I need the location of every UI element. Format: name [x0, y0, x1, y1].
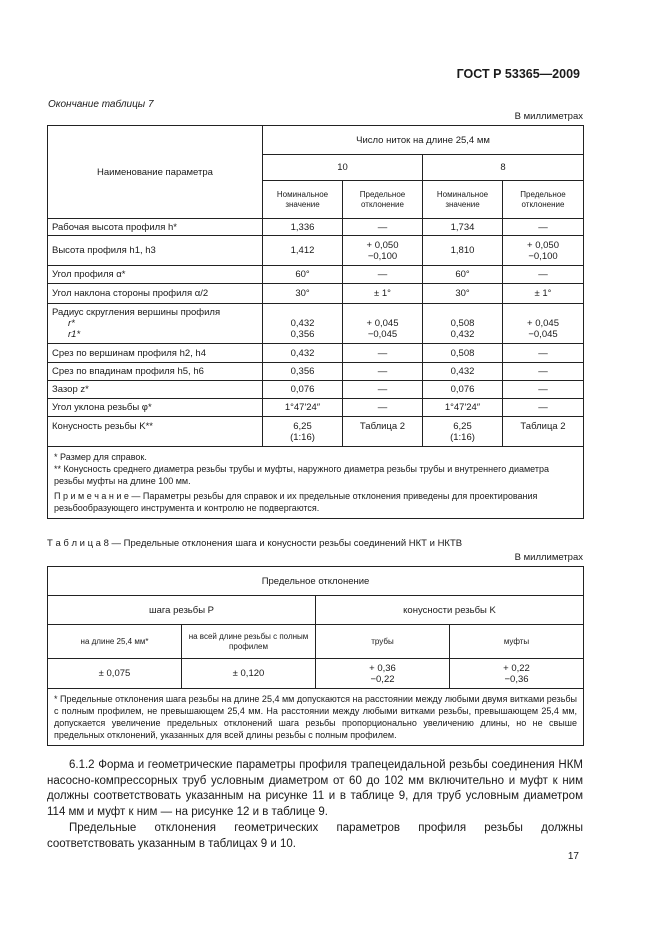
header-254: на длине 25,4 мм* [48, 625, 182, 659]
table-row [48, 284, 584, 304]
cell: 0,508 [423, 344, 503, 363]
cell: — [343, 344, 423, 363]
table-row [48, 381, 584, 399]
note-text: — Параметры резьбы для справок и их предельные отклонения приведены для проектирования резьбообразующего инструмента и контролю не подвергаются. [54, 491, 538, 513]
cell: 1,734 [423, 219, 503, 236]
cell: 0,076 [263, 381, 343, 399]
cell-line: −0,100 [528, 250, 558, 262]
col-10-header: 10 [263, 155, 423, 181]
header-step: шага резьбы P [48, 596, 316, 625]
cell [316, 659, 450, 689]
note-label: П р и м е ч а н и е [54, 491, 129, 501]
cell-line: 0,432 [450, 329, 475, 340]
cell: 60° [423, 266, 503, 284]
cell: ± 0,120 [182, 659, 316, 689]
col-8-header: 8 [423, 155, 584, 181]
cell [343, 236, 423, 266]
cell: Таблица 2 [503, 417, 584, 447]
cell [263, 417, 343, 447]
cell: ± 1° [503, 284, 584, 304]
row-name: Угол наклона стороны профиля α/2 [48, 284, 263, 304]
footnote: * Размер для справок. [54, 452, 147, 462]
cell-line: + 0,22 [503, 662, 530, 674]
table-row [48, 266, 584, 284]
table8-footnote: * Предельные отклонения шага резьбы на длине 25,4 мм допускаются на расстоянии между любыми двумя витками резьбы с полным профилем, не превышающем 25,4 мм. На расстоянии между любыми витками резьбы, превышающем 25,4 мм, допускается увеличение предельных отклонений шага резьбы пропорционально увеличению длины, но не свыше предельных отклонений, указанных для всей длины резьбы с полным профилем. [48, 689, 584, 746]
table-row [48, 659, 584, 689]
cell: — [343, 363, 423, 381]
cell: — [503, 344, 584, 363]
row-name: Срез по вершинам профиля h2, h4 [48, 344, 263, 363]
cell: — [503, 381, 584, 399]
row-name-line: r1* [68, 329, 81, 340]
table-row [48, 399, 584, 417]
row-name-line: Радиус скругления вершины профиля [52, 307, 221, 318]
table-label: Т а б л и ц а [47, 538, 101, 549]
cell: 1°47′24″ [263, 399, 343, 417]
table-7 [47, 125, 584, 519]
header-coupling: муфты [450, 625, 584, 659]
cell: — [343, 381, 423, 399]
table7-units: В миллиметрах [514, 111, 583, 122]
row-name: Срез по впадинам профиля h5, h6 [48, 363, 263, 381]
group-header: Число ниток на длине 25,4 мм [263, 126, 584, 155]
cell: Таблица 2 [343, 417, 423, 447]
table-row [48, 344, 584, 363]
cell-line: 0,432 [290, 318, 315, 329]
row-name: Зазор z* [48, 381, 263, 399]
table-8 [47, 566, 584, 746]
row-name-line: r* [68, 318, 75, 329]
cell: 30° [423, 284, 503, 304]
cell-line: + 0,050 [527, 239, 559, 251]
cell-line: −0,045 [528, 329, 558, 340]
nominal-header: Номинальное значение [263, 181, 343, 219]
cell: — [343, 399, 423, 417]
cell: 0,432 [263, 344, 343, 363]
row-name: Рабочая высота профиля h* [48, 219, 263, 236]
footnote: ** Конусность среднего диаметра резьбы трубы и муфты, наружного диаметра резьбы трубы и внутреннего диаметра резьбы муфты на длине 100 мм. [54, 464, 550, 486]
header-pipe: трубы [316, 625, 450, 659]
table7-caption: Окончание таблицы 7 [48, 99, 154, 110]
cell: 1°47′24″ [423, 399, 503, 417]
header-main: Предельное отклонение [48, 567, 584, 596]
row-name: Угол уклона резьбы φ* [48, 399, 263, 417]
cell [343, 304, 423, 344]
table8-units: В миллиметрах [514, 552, 583, 563]
cell-line: 0,508 [450, 318, 475, 329]
cell: 30° [263, 284, 343, 304]
page-number: 17 [567, 851, 579, 862]
cell: — [343, 266, 423, 284]
cell: 0,432 [423, 363, 503, 381]
cell [263, 304, 343, 344]
table-row [48, 417, 584, 447]
table-row [48, 236, 584, 266]
cell-line: (1:16) [290, 431, 315, 443]
table-note [54, 490, 577, 514]
nominal-header: Номинальное значение [423, 181, 503, 219]
cell: 1,336 [263, 219, 343, 236]
row-name [48, 304, 263, 344]
cell-line: −0,36 [504, 673, 529, 685]
cell-line: + 0,045 [366, 318, 399, 329]
cell: ± 1° [343, 284, 423, 304]
cell-line: + 0,045 [527, 318, 559, 329]
cell-line: + 0,36 [369, 662, 396, 674]
row-name: Высота профиля h1, h3 [48, 236, 263, 266]
deviation-header: Предельное отклонение [343, 181, 423, 219]
cell-line: −0,045 [367, 329, 398, 340]
cell: ± 0,075 [48, 659, 182, 689]
cell-line: (1:16) [450, 431, 475, 443]
table-title: 8 — Предельные отклонения шага и конусности резьбы соединений НКТ и НКТВ [100, 538, 463, 549]
cell: — [503, 266, 584, 284]
cell [423, 304, 503, 344]
paragraph: 6.1.2 Форма и геометрические параметры профиля трапецеидальной резьбы соединения НКМ насосно-компрессорных труб условным диаметром от 60 до 102 мм включительно и муфт к ним должны соответствовать указанным на рисунке 11 и в таблице 9, для труб условным диаметром 114 мм и муфт к ним — на рисунке 12 и в таблице 9. [47, 759, 583, 818]
deviation-header: Предельное отклонение [503, 181, 584, 219]
header-full-length: на всей длине резьбы с полным профилем [182, 625, 316, 659]
cell [503, 236, 584, 266]
table7-notes [48, 447, 584, 519]
row-name: Угол профиля α* [48, 266, 263, 284]
cell: 60° [263, 266, 343, 284]
paragraph: Предельные отклонения геометрических параметров профиля резьбы должны соответствовать указанным в таблицах 9 и 10. [47, 822, 583, 850]
table-row [48, 219, 584, 236]
cell-line: −0,22 [370, 673, 395, 685]
cell: — [343, 219, 423, 236]
cell-line: −0,100 [367, 250, 398, 262]
row-name: Конусность резьбы K** [48, 417, 263, 447]
cell-line: + 0,050 [366, 239, 399, 251]
cell-line: 6,25 [293, 420, 312, 432]
header-taper: конусности резьбы K [316, 596, 584, 625]
cell [503, 304, 584, 344]
cell [450, 659, 584, 689]
table-row [48, 363, 584, 381]
cell: — [503, 219, 584, 236]
document-code: ГОСТ Р 53365—2009 [456, 67, 580, 81]
cell-line: 0,356 [290, 329, 315, 340]
table-row [48, 304, 584, 344]
cell: 0,356 [263, 363, 343, 381]
table8-caption [47, 538, 462, 549]
cell: — [503, 363, 584, 381]
param-header: Наименование параметра [48, 126, 263, 219]
cell: 1,412 [263, 236, 343, 266]
cell: 0,076 [423, 381, 503, 399]
cell: 1,810 [423, 236, 503, 266]
cell: — [503, 399, 584, 417]
cell-line: 6,25 [453, 420, 472, 432]
cell [423, 417, 503, 447]
